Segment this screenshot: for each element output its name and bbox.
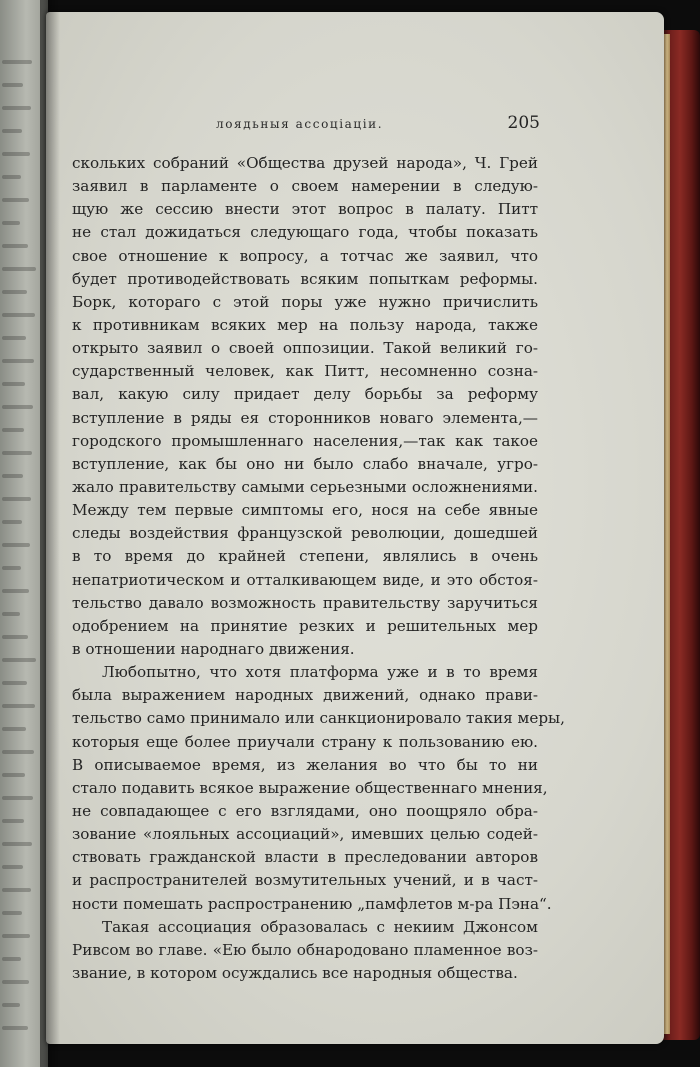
- ghost-text-line: [2, 796, 33, 800]
- text-line: и распространителей возмутительных учений, и в част-: [72, 871, 538, 890]
- text-line: В описываемое время, из желания во что бы то ни: [72, 755, 538, 774]
- ghost-text-line: [2, 957, 21, 961]
- ghost-text-line: [2, 175, 21, 179]
- ghost-text-line: [2, 520, 22, 524]
- text-line: следы воздействия французской революции, дошедшей: [72, 524, 538, 543]
- ghost-text-line: [2, 543, 30, 547]
- ghost-text-line: [2, 129, 22, 133]
- body-text: [72, 152, 565, 985]
- ghost-text-line: [2, 704, 35, 708]
- ghost-text-line: [2, 888, 31, 892]
- text-line: тельство давало возможность правительству заручиться: [72, 593, 538, 612]
- ghost-text-line: [2, 865, 23, 869]
- text-line: звание, в котором осуждались все народныя общества.: [72, 963, 518, 982]
- running-head: лоядьныя ассоціаціи.: [216, 117, 384, 131]
- ghost-text-line: [2, 267, 36, 271]
- ghost-text-line: [2, 934, 30, 938]
- text-line: ствовать гражданской власти в преследовании авторов: [72, 848, 538, 867]
- ghost-text-line: [2, 727, 26, 731]
- ghost-text-line: [2, 336, 26, 340]
- ghost-text-line: [2, 451, 32, 455]
- text-line: Борк, котораго с этой поры уже нужно причислить: [72, 292, 538, 311]
- ghost-text-line: [2, 106, 31, 110]
- ghost-text-line: [2, 980, 29, 984]
- ghost-text-line: [2, 244, 28, 248]
- ghost-text-line: [2, 60, 32, 64]
- text-line: жало правительству самыми серьезными осложнениями.: [72, 477, 538, 496]
- text-line: открыто заявил о своей оппозиции. Такой великий го-: [72, 339, 538, 358]
- ghost-text-line: [2, 681, 27, 685]
- ghost-text-line: [2, 566, 21, 570]
- text-line: Любопытно, что хотя платформа уже и в то время: [102, 663, 538, 682]
- text-line: была выражением народных движений, однако прави-: [72, 686, 538, 705]
- text-line: свое отношение к вопросу, а тотчас же заявил, что: [72, 246, 538, 265]
- text-line: не стал дожидаться следующаго года, чтобы показать: [72, 223, 538, 242]
- ghost-text-line: [2, 635, 28, 639]
- ghost-text-line: [2, 612, 20, 616]
- text-line: Между тем первые симптомы его, нося на себе явные: [72, 501, 538, 520]
- ghost-text-line: [2, 911, 22, 915]
- text-line: городского промышленнаго населения,—так как такое: [72, 431, 538, 450]
- text-line: стало подавить всякое выражение общественнаго мнения,: [72, 778, 548, 797]
- gutter-shadow: [40, 0, 60, 1067]
- text-line: вступление в ряды ея сторонников новаго элемента,—: [72, 408, 538, 427]
- ghost-text-line: [2, 1003, 20, 1007]
- ghost-text-line: [2, 83, 23, 87]
- text-line: в то время до крайней степени, являлись в очень: [72, 547, 538, 566]
- ghost-text-line: [2, 773, 25, 777]
- ghost-text-line: [2, 1026, 28, 1030]
- ghost-text-line: [2, 658, 36, 662]
- ghost-text-line: [2, 589, 29, 593]
- paragraph: [72, 152, 538, 661]
- paragraph: [72, 916, 538, 985]
- text-line: не совпадающее с его взглядами, оно поощряло обра-: [72, 801, 538, 820]
- ghost-text-line: [2, 152, 30, 156]
- text-line: одобрением на принятие резких и решительных мер: [72, 616, 538, 635]
- page-block-edge: [664, 34, 670, 1034]
- ghost-text-line: [2, 382, 25, 386]
- text-line: заявил в парламенте о своем намерении в следую-: [72, 177, 538, 196]
- text-line: в отношении народнаго движения.: [72, 639, 355, 658]
- text-line: непатриотическом и отталкивающем виде, и это обстоя-: [72, 570, 538, 589]
- ghost-text-line: [2, 750, 34, 754]
- text-line: скольких собраний «Общества друзей народа», Ч. Грей: [72, 154, 538, 172]
- page-header: [70, 113, 540, 135]
- ghost-text-line: [2, 405, 33, 409]
- page-number: 205: [507, 113, 540, 133]
- text-line: зование «лояльных ассоциаций», имевших целью содей-: [72, 825, 538, 844]
- text-line: сударственный человек, как Питт, несомненно сознa-: [72, 362, 538, 381]
- ghost-text-line: [2, 359, 34, 363]
- paragraph: [72, 661, 565, 916]
- text-line: которыя еще более приучали страну к пользованию ею.: [72, 732, 538, 751]
- text-line: вступление, как бы оно ни было слабо вначале, угро-: [72, 454, 538, 473]
- text-line: вал, какую силу придает делу борьбы за реформу: [72, 385, 538, 404]
- text-line: щую же сессию внести этот вопрос в палату. Питт: [72, 200, 538, 219]
- text-line: тельство само принимало или санкционировало такия меры,: [72, 709, 565, 728]
- ghost-text-line: [2, 290, 27, 294]
- text-line: к противникам всяких мер на пользу народа, также: [72, 315, 538, 334]
- text-line: ности помешать распространению „памфлетов м-ра Пэна“.: [72, 894, 552, 913]
- text-line: Такая ассоциация образовалась с некиим Джонсом: [102, 917, 538, 936]
- ghost-text-line: [2, 198, 29, 202]
- text-line: Ривсом во главе. «Ею было обнародовано пламенное воз-: [72, 940, 538, 959]
- ghost-text-line: [2, 842, 32, 846]
- text-line: будет противодействовать всяким попыткам реформы.: [72, 269, 538, 288]
- ghost-text-line: [2, 313, 35, 317]
- ghost-text-line: [2, 819, 24, 823]
- ghost-text-line: [2, 474, 23, 478]
- ghost-text-line: [2, 497, 31, 501]
- ghost-text-line: [2, 428, 24, 432]
- ghost-text-line: [2, 221, 20, 225]
